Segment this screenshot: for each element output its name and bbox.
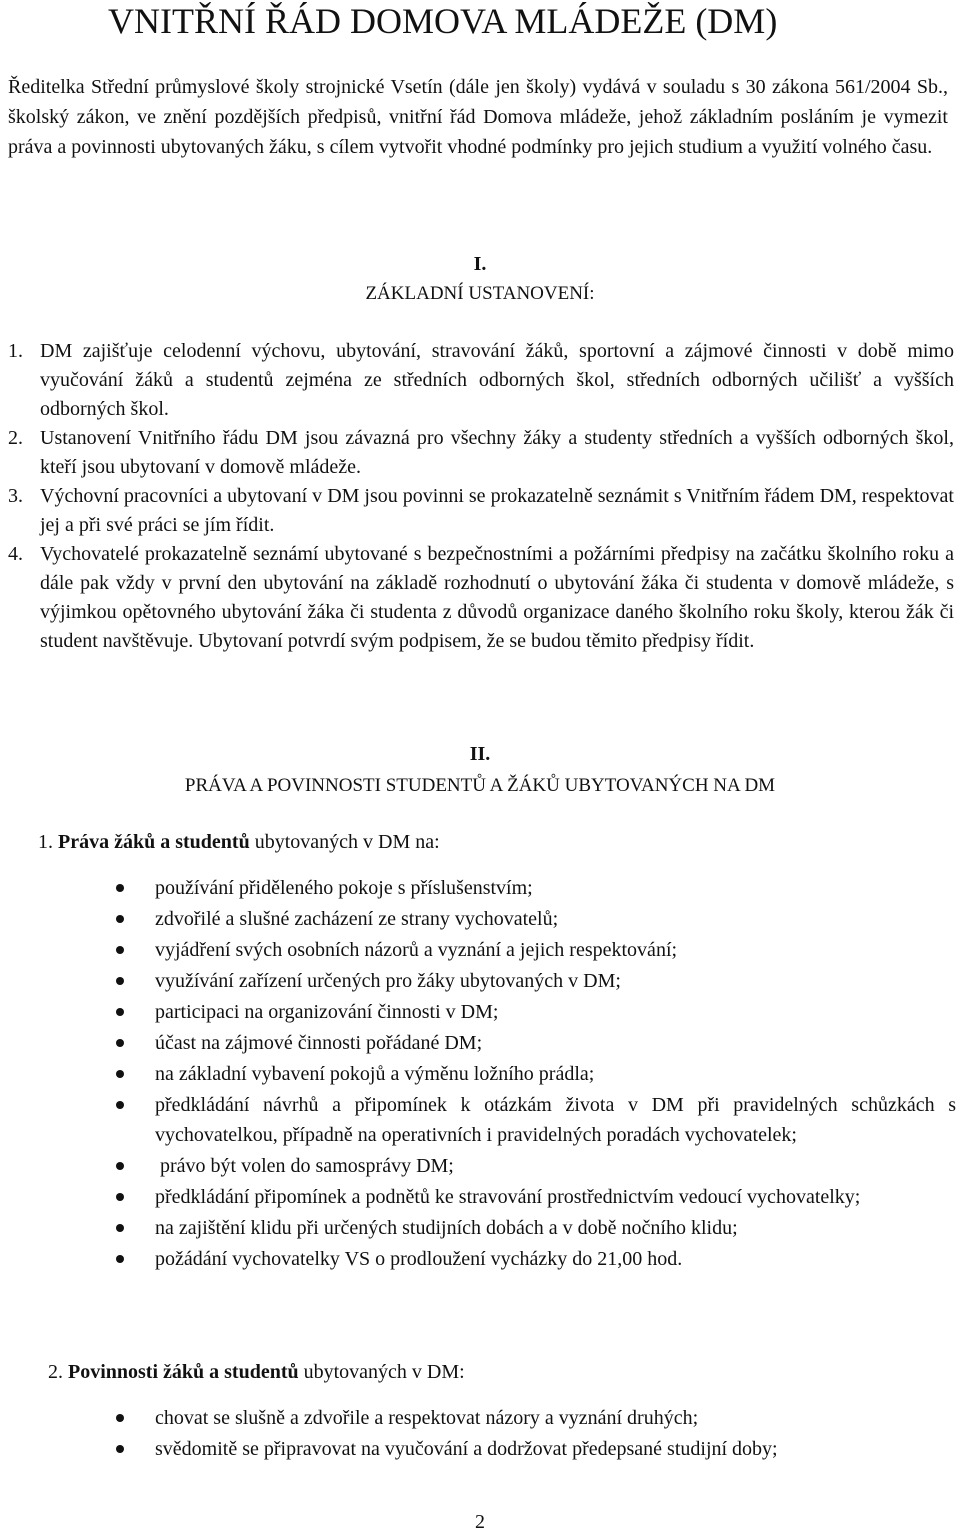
bullet-item xyxy=(108,1059,956,1089)
bullet-text: vyjádření svých osobních názorů a vyznání a jejich respektování; xyxy=(155,939,678,961)
bullet-text: požádání vychovatelky VS o prodloužení vycházky do 21,00 hod. xyxy=(155,1248,683,1270)
bullet-item xyxy=(108,1434,956,1464)
intro-paragraph: Ředitelka Střední průmyslové školy strojnické Vsetín (dále jen školy) vydává v souladu s 30 zákona 561/2004 Sb., školský zákon, ve znění pozdějších předpisů, vnitřní řád Domova mládeže, jehož základním posláním je vymezit práva a povinnosti ubytovaných žáku, s cílem vytvořit vhodné podmínky pro jejich studium a využití volného času. xyxy=(8,76,948,158)
item-text: Ustanovení Vnitřního řádu DM jsou závazná pro všechny žáky a studenty středních a vyšších odborných škol, kteří jsou ubytovaní v domově mládeže. xyxy=(40,427,954,478)
bullet-item xyxy=(108,1151,956,1181)
rights-number: 1. xyxy=(38,831,53,853)
bullet-text: chovat se slušně a zdvořile a respektovat názory a vyznání druhých; xyxy=(155,1407,699,1429)
rights-subheading xyxy=(38,828,440,856)
rights-bold-title: Práva žáků a studentů xyxy=(58,831,250,853)
section-1-heading: ZÁKLADNÍ USTANOVENÍ: xyxy=(365,283,595,304)
bullet-text: na zajištění klidu při určených studijních dobách a v době nočního klidu; xyxy=(155,1217,738,1239)
bullet-text: právo být volen do samosprávy DM; xyxy=(155,1155,454,1177)
duties-subheading xyxy=(48,1358,465,1386)
duties-number: 2. xyxy=(48,1361,63,1383)
bullet-icon xyxy=(116,1039,124,1047)
section-1-number: I. xyxy=(473,253,487,275)
bullet-icon xyxy=(116,1193,124,1201)
list-item xyxy=(8,482,954,540)
bullet-text: předkládání návrhů a připomínek k otázkám života v DM při pravidelných schůzkách s vychovatelkou, případně na operativních i pravidelných poradách vychovatelek; xyxy=(155,1094,956,1146)
duties-bold-title: Povinnosti žáků a studentů xyxy=(68,1361,299,1383)
item-number: 4. xyxy=(8,543,23,565)
bullet-item xyxy=(108,1403,956,1433)
rights-title-rest: ubytovaných v DM na: xyxy=(249,831,440,853)
bullet-icon xyxy=(116,1445,124,1453)
section-2-heading: PRÁVA A POVINNOSTI STUDENTŮ A ŽÁKŮ UBYTOVANÝCH NA DM xyxy=(184,775,776,796)
item-number: 1. xyxy=(8,340,23,362)
bullet-item xyxy=(108,966,956,996)
section-1-list xyxy=(8,337,954,656)
list-item xyxy=(8,337,954,424)
item-number: 3. xyxy=(8,485,23,507)
list-item xyxy=(8,540,954,656)
bullet-icon xyxy=(116,1101,124,1109)
item-number: 2. xyxy=(8,427,23,449)
bullet-icon xyxy=(116,1224,124,1232)
rights-list xyxy=(108,873,956,1275)
bullet-icon xyxy=(116,977,124,985)
bullet-text: účast na zájmové činnosti pořádané DM; xyxy=(155,1032,483,1054)
document-title: VNITŘNÍ ŘÁD DOMOVA MLÁDEŽE (DM) xyxy=(108,1,778,41)
bullet-icon xyxy=(116,1162,124,1170)
item-text: Vychovatelé prokazatelně seznámí ubytované s bezpečnostními a požárními předpisy na začátku školního roku a dále pak vždy v první den ubytování na základě rozhodnutí o ubytování žáka či studenta v domově mládeže, s výjimkou opětovného ubytování žáka či studenta z důvodů organizace daného školního roku školy, kterou žák či student navštěvuje. Ubytovaní potvrdí svým podpisem, že se budou těmito předpisy řídit. xyxy=(40,543,954,652)
bullet-icon xyxy=(116,1008,124,1016)
page-number: 2 xyxy=(475,1511,485,1533)
bullet-text: využívání zařízení určených pro žáky ubytovaných v DM; xyxy=(155,970,621,992)
bullet-item xyxy=(108,935,956,965)
list-item xyxy=(8,424,954,482)
bullet-text: zdvořilé a slušné zacházení ze strany vychovatelů; xyxy=(155,908,559,930)
bullet-item xyxy=(108,1244,956,1274)
bullet-text: svědomitě se připravovat na vyučování a dodržovat předepsané studijní doby; xyxy=(155,1438,778,1460)
bullet-icon xyxy=(116,884,124,892)
bullet-icon xyxy=(116,915,124,923)
bullet-item xyxy=(108,904,956,934)
bullet-item xyxy=(108,1090,956,1150)
duties-title-rest: ubytovaných v DM: xyxy=(298,1361,465,1383)
bullet-text: participaci na organizování činnosti v DM; xyxy=(155,1001,499,1023)
bullet-icon xyxy=(116,946,124,954)
bullet-item xyxy=(108,1213,956,1243)
bullet-item xyxy=(108,1028,956,1058)
item-text: Výchovní pracovníci a ubytovaní v DM jsou povinni se prokazatelně seznámit s Vnitřním řádem DM, respektovat jej a při své práci se jím řídit. xyxy=(40,485,954,536)
bullet-text: používání přiděleného pokoje s příslušenstvím; xyxy=(155,877,533,899)
bullet-item xyxy=(108,997,956,1027)
bullet-icon xyxy=(116,1255,124,1263)
bullet-text: na základní vybavení pokojů a výměnu ložního prádla; xyxy=(155,1063,595,1085)
bullet-item xyxy=(108,1182,956,1212)
bullet-icon xyxy=(116,1414,124,1422)
section-2-number: II. xyxy=(469,743,491,765)
bullet-icon xyxy=(116,1070,124,1078)
item-text: DM zajišťuje celodenní výchovu, ubytování, stravování žáků, sportovní a zájmové činnosti v době mimo vyučování žáků a studentů zejména ze středních odborných škol, středních odborných učilišť a vyšších odborných škol. xyxy=(40,340,954,420)
duties-list xyxy=(108,1403,956,1465)
bullet-item xyxy=(108,873,956,903)
bullet-text: předkládání připomínek a podnětů ke stravování prostřednictvím vedoucí vychovatelky; xyxy=(155,1186,861,1208)
